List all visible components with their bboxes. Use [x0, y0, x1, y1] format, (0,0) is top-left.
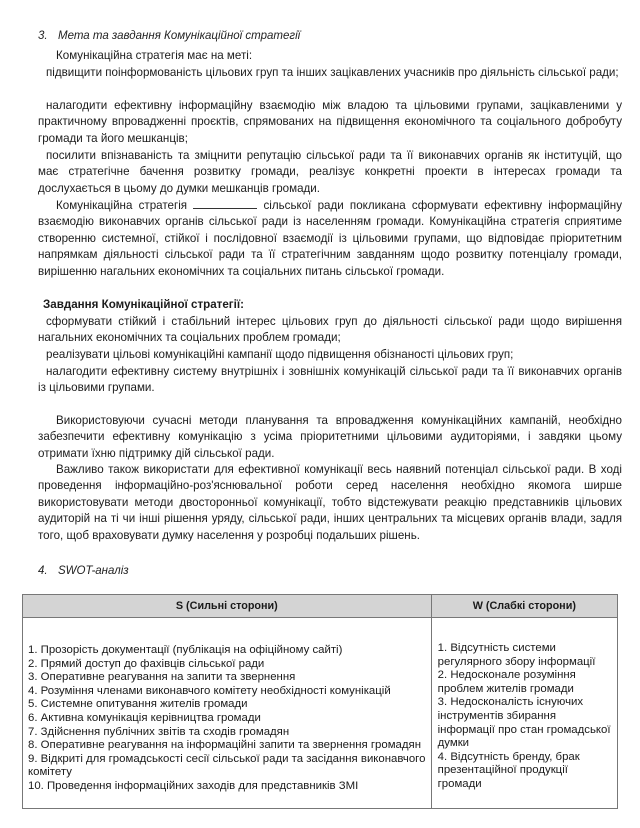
- strength-item: 2. Прямий доступ до фахівців сільської ради: [28, 657, 265, 670]
- weaknesses-header: W (Слабкі сторони): [431, 595, 617, 618]
- goal-item: посилити впізнаваність та зміцнити репутацію сільської ради та її виконавчих органів як інституцій, що має стратегічне бачення розвитку громади, реалізує конкретні проекти в інтересах громади та дослухається в цьому до думки мешканців громади.: [38, 149, 622, 195]
- weakness-item: 3. Недосконалість існуючих інструментів збирання інформації про стан громадської думки: [437, 696, 611, 750]
- goal-item: підвищити поінформованість цільових груп та інших зацікавлених учасників про діяльність сільської ради;: [46, 66, 619, 79]
- section-4-title: SWOT-аналіз: [58, 565, 129, 577]
- swot-table: [22, 594, 618, 809]
- strengths-list: [23, 624, 431, 802]
- strengths-header: S (Сильні сторони): [23, 595, 432, 618]
- tasks-heading: Завдання Комунікаційної стратегії:: [43, 298, 244, 311]
- section-4-number: 4.: [38, 565, 48, 577]
- goal-item: налагодити ефективну інформаційну взаємодію між владою та цільовими групами, зацікавленими у практичному впровадженні проєктів, спрямованих на підвищення економічного та соціального добробуту громади та його мешканців;: [38, 99, 622, 145]
- closing-paragraph-2: Важливо також використати для ефективної комунікації весь наявний потенціал сільської ради. В ході проведення інформаційно-роз'яснювальної роботи серед населення необхідно якомога ширше використовувати методи двосторонньої комунікації, тобто відстежувати реакцію представників цільових аудиторій на ті чи інші рішення уряду, сільської ради, інших центральних та місцевих органів влади, задля того, щоб враховувати думку населення у розробці подальших рішень.: [38, 463, 622, 542]
- strength-item: 3. Оперативне реагування на запити та звернення: [28, 671, 296, 684]
- strength-item: 7. Здійснення публічних звітів та сходів громадян: [28, 725, 290, 738]
- section-3-heading: [38, 30, 300, 42]
- weakness-item: 2. Недосконале розуміння проблем жителів громади: [437, 669, 576, 695]
- strength-item: 4. Розуміння членами виконавчого комітету необхідності комунікацій: [28, 684, 391, 697]
- weakness-item: 4. Відсутність бренду, брак презентаційної продукції громади: [437, 750, 580, 790]
- task-item: налагодити ефективну систему внутрішніх і зовнішніх комунікацій сільської ради та її виконавчих органів із цільовими групами.: [38, 365, 622, 395]
- strategy-purpose-body: сільської ради покликана сформувати ефективну інформаційну взаємодію виконавчих органів сільської ради із населенням громади. Комунікаційна стратегія сприятиме створенню системної, стійкої і послідовної взаємодії із цільовими групами, що відповідає пріоритетним напрямкам діяльності сільської ради та її стратегічним завданням щодо розвитку потенціалу громади, вирішенню нагальних економічних та соціальних питань сільської громади.: [38, 199, 622, 278]
- task-item: сформувати стійкий і стабільний інтерес цільових груп до діяльності сільської ради щодо вирішення нагальних економічних та соціальних проблем громади;: [38, 315, 622, 345]
- weaknesses-list: [432, 618, 617, 808]
- section-4-heading: [38, 565, 129, 577]
- strength-item: 6. Активна комунікація керівництва громади: [28, 711, 261, 724]
- blank-fill-line: [193, 198, 257, 209]
- task-item: реалізувати цільові комунікаційні кампанії щодо підвищення обізнаності цільових груп;: [46, 348, 514, 361]
- strength-item: 1. Прозорість документації (публікація на офіційному сайті): [28, 644, 343, 656]
- strategy-purpose-lead: Комунікаційна стратегія: [56, 199, 188, 212]
- strength-item: 10. Проведення інформаційних заходів для представників ЗМІ: [28, 779, 359, 792]
- weakness-item: 1. Відсутність системи регулярного збору інформації: [437, 642, 596, 668]
- strength-item: 9. Відкриті для громадськості сесії сільської ради та засідання виконавчого комітету: [28, 752, 426, 779]
- goals-intro: Комунікаційна стратегія має на меті:: [56, 49, 253, 62]
- strategy-purpose-paragraph: [38, 198, 622, 280]
- closing-paragraph-1: Використовуючи сучасні методи планування та впровадження комунікаційних кампаній, необхідно забезпечити ефективну комунікацію з усіма пріоритетними цільовими аудиторіями, і завдяки цьому отримати їхню підтримку дій сільської ради.: [38, 414, 622, 460]
- section-3-title: Мета та завдання Комунікаційної стратегії: [58, 30, 301, 42]
- weaknesses-cell: [431, 618, 617, 809]
- strengths-cell: [23, 618, 432, 809]
- strength-item: 5. Системне опитування жителів громади: [28, 698, 248, 711]
- strength-item: 8. Оперативне реагування на інформаційні запити та звернення громадян: [28, 739, 421, 752]
- section-3-number: 3.: [38, 30, 48, 42]
